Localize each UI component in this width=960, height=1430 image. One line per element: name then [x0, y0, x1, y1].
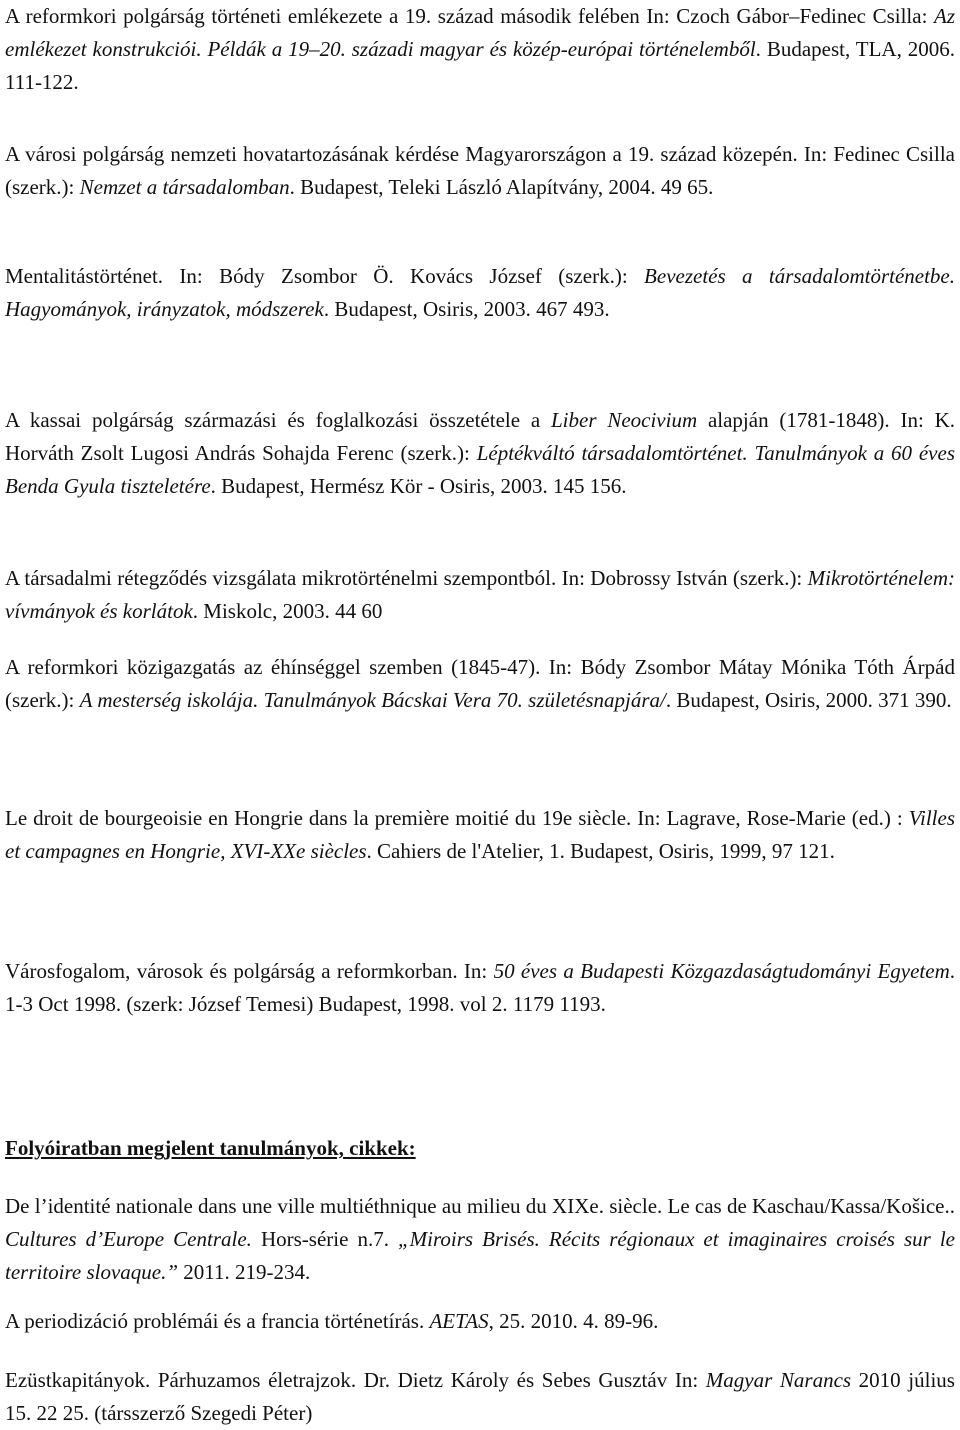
- entry-title: „Miroirs Brisés. Récits régionaux et imaginaires croisés sur le territoire slovaque.”: [5, 1227, 956, 1284]
- entry-title: Liber Neocivium: [551, 408, 698, 432]
- bibliography-entry-5: A társadalmi rétegződés vizsgálata mikrotörténelmi szempontból. In: Dobrossy István (szerk.): Mikrotörténelem: vívmányok és korlátok. Miskolc, 2003. 44 60: [5, 566, 955, 623]
- entry-title: Villes et campagnes en Hongrie, XVI-XXe siècles: [5, 806, 955, 863]
- entry-title: 50 éves a Budapesti Közgazdaságtudományi Egyetem: [493, 959, 950, 983]
- bibliography-entry-3: Mentalitástörténet. In: Bódy Zsombor Ö. Kovács József (szerk.): Bevezetés a társadalomtörténetbe. Hagyományok, irányzatok, módszerek. Budapest, Osiris, 2003. 467 493.: [5, 264, 955, 321]
- entry-title: Az emlékezet konstrukciói. Példák a 19–20. századi magyar és közép-európai történelemből: [5, 4, 955, 61]
- bibliography-entry-2: A városi polgárság nemzeti hovatartozásának kérdése Magyarországon a 19. század közepén. In: Fedinec Csilla (szerk.): Nemzet a társadalomban. Budapest, Teleki László Alapítvány, 2004. 49 65.: [5, 142, 955, 199]
- article-entry-2: A periodizáció problémái és a francia történetírás. AETAS, 25. 2010. 4. 89-96.: [5, 1309, 659, 1333]
- entry-title: Magyar Narancs: [705, 1368, 852, 1392]
- entry-title: Bevezetés a társadalomtörténetbe. Hagyományok, irányzatok, módszerek: [5, 264, 955, 321]
- bibliography-entry-6: A reformkori közigazgatás az éhínséggel szemben (1845-47). In: Bódy Zsombor Mátay Mónika Tóth Árpád (szerk.): A mesterség iskolája. Tanulmányok Bácskai Vera 70. születésnapjára/. Budapest, Osiris, 2000. 371 390.: [5, 655, 955, 712]
- article-entry-3: Ezüstkapitányok. Párhuzamos életrajzok. Dr. Dietz Károly és Sebes Gusztáv In: Magyar Narancs 2010 július 15. 22 25. (társszerző Szegedi Péter): [5, 1368, 955, 1425]
- bibliography-entry-8: Városfogalom, városok és polgárság a reformkorban. In: 50 éves a Budapesti Közgazdaságtudományi Egyetem. 1-3 Oct 1998. (szerk: József Temesi) Budapest, 1998. vol 2. 1179 1193.: [5, 959, 956, 1016]
- entry-title: Nemzet a társadalomban: [79, 175, 290, 199]
- bibliography-entry-7: Le droit de bourgeoisie en Hongrie dans la première moitié du 19e siècle. In: Lagrave, Rose-Marie (ed.) : Villes et campagnes en Hongrie, XVI-XXe siècles. Cahiers de l'Atelier, 1. Budapest, Osiris, 1999, 97 121.: [5, 806, 955, 863]
- entry-title: Mikrotörténelem: vívmányok és korlátok: [5, 566, 955, 623]
- bibliography-entry-4: A kassai polgárság származási és foglalkozási összetétele a Liber Neocivium alapján (1781-1848). In: K. Horváth Zsolt Lugosi András Sohajda Ferenc (szerk.): Léptékváltó társadalomtörténet. Tanulmányok a 60 éves Benda Gyula tiszteletére. Budapest, Hermész Kör - Osiris, 2003. 145 156.: [5, 408, 956, 498]
- entry-title: Léptékváltó társadalomtörténet. Tanulmányok a 60 éves Benda Gyula tiszteletére: [5, 441, 955, 498]
- section-heading: Folyóiratban megjelent tanulmányok, cikkek:: [5, 1136, 416, 1160]
- article-entry-1: De l’identité nationale dans une ville multiéthnique au milieu du XIXe. siècle. Le cas de Kaschau/Kassa/Košice.. Cultures d’Europe Centrale. Hors-série n.7. „Miroirs Brisés. Récits régionaux et imaginaires croisés sur le territoire slovaque.” 2011. 219-234.: [5, 1194, 956, 1284]
- bibliography-entry-1: A reformkori polgárság történeti emlékezete a 19. század második felében In: Czoch Gábor–Fedinec Csilla: Az emlékezet konstrukciói. Példák a 19–20. századi magyar és közép-európai történelemből. Budapest, TLA, 2006. 111-122.: [5, 4, 955, 94]
- entry-title: A mesterség iskolája. Tanulmányok Bácskai Vera 70. születésnapjára/: [79, 688, 666, 712]
- entry-title: Cultures d’Europe Centrale.: [5, 1227, 252, 1251]
- entry-title: AETAS: [429, 1309, 489, 1333]
